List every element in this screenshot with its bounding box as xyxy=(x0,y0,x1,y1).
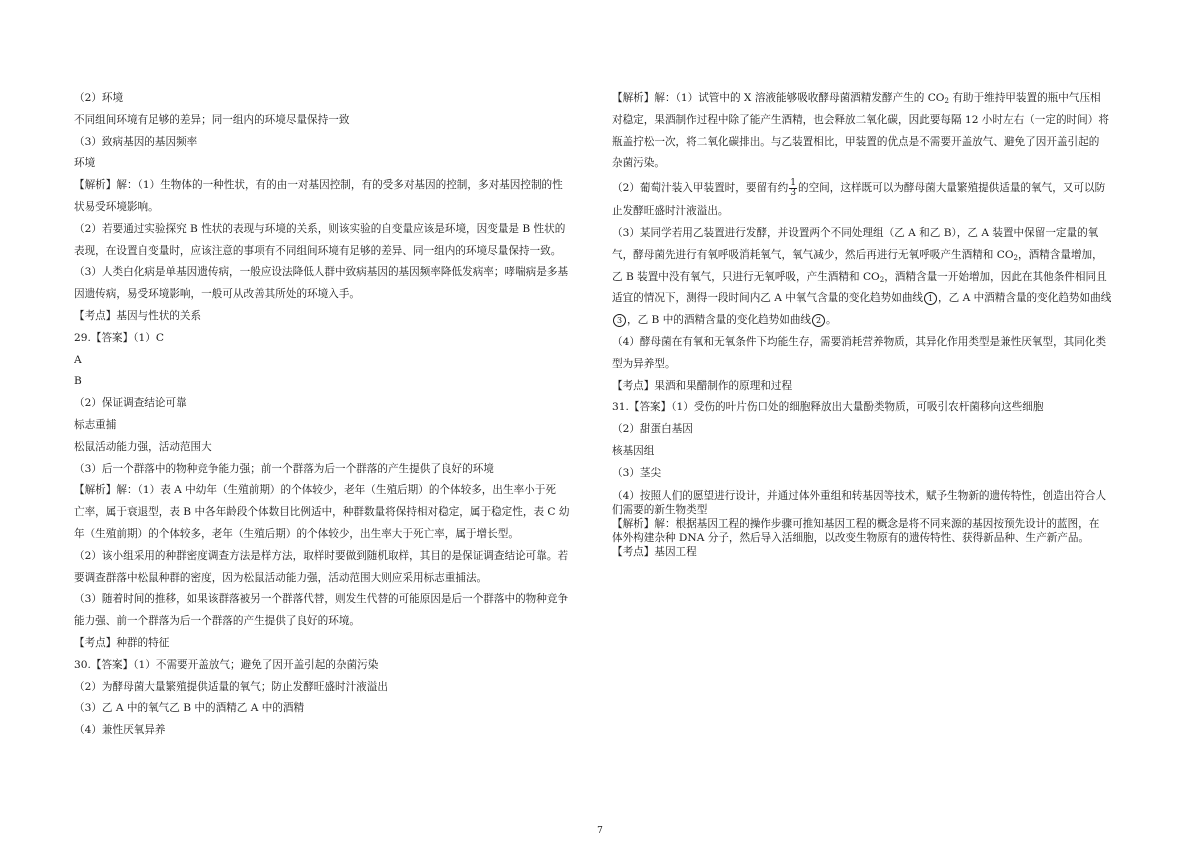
text-line xyxy=(612,310,1122,332)
text-line: 对稳定，果酒制作过程中除了能产生酒精，也会释放二氧化碳，因此要每隔 12 小时左右（一定的时间）将 xyxy=(612,113,1109,126)
subscript: 2 xyxy=(944,97,949,105)
text-line xyxy=(612,267,1122,289)
text-line: B xyxy=(74,375,82,388)
text-line: （3）乙 A 中的氧气乙 B 中的酒精乙 A 中的酒精 xyxy=(74,702,305,715)
text-line: 【考点】种群的特征 xyxy=(74,636,170,649)
text-line: A xyxy=(74,353,82,366)
text-span: ，乙 B 中的酒精含量的变化趋势如曲线 xyxy=(627,314,812,327)
text-line: 体外构建杂种 DNA 分子，然后导入活细胞，以改变生物原有的遗传特性、获得新品种、生产新产品。 xyxy=(612,532,1090,545)
text-line: 【解析】解：（1）生物体的一种性状，有的由一对基因控制，有的受多对基因的控制，多对基因控制的性 xyxy=(74,179,563,192)
text-line: 环境 xyxy=(74,157,96,170)
circled-number: 3 xyxy=(613,314,626,327)
right-column xyxy=(612,88,1122,559)
text-line: 们需要的新生物类型 xyxy=(612,503,708,516)
text-line: 31.【答案】（1）受伤的叶片伤口处的细胞释放出大量酚类物质，可吸引农杆菌移向这些细胞 xyxy=(612,401,1044,414)
page-number: 7 xyxy=(597,826,603,836)
text-line: 不同组间环境有足够的差异；同一组内的环境尽量保持一致 xyxy=(74,113,350,126)
text-line: （3）随着时间的推移，如果该群落被另一个群落代替，则发生代替的可能原因是后一个群落中的物种竞争 xyxy=(74,593,569,606)
fraction-numerator: 1 xyxy=(790,177,796,188)
text-line: 标志重捕 xyxy=(74,418,117,431)
text-span: ，酒精含量一开始增加，因此在其他条件相同且 xyxy=(884,270,1107,283)
text-line: 【考点】基因与性状的关系 xyxy=(74,309,202,322)
text-line xyxy=(612,175,1122,201)
text-line: （2）该小组采用的种群密度调查方法是样方法，取样时要做到随机取样，其目的是保证调查结论可靠。若 xyxy=(74,549,569,562)
circled-number: 2 xyxy=(812,314,825,327)
text-line: （2）保证调查结论可靠 xyxy=(74,397,187,410)
text-span: （2）葡萄汁装入甲装置时，要留有约 xyxy=(612,182,789,195)
text-line: 要调查群落中松鼠种群的密度，因为松鼠活动能力强，活动范围大则应采用标志重捕法。 xyxy=(74,571,488,584)
text-line: 型为异养型。 xyxy=(612,357,676,370)
text-line: （4）兼性厌氧异养 xyxy=(74,724,166,737)
left-column xyxy=(74,88,584,742)
fraction xyxy=(789,179,797,198)
text-line xyxy=(612,245,1122,267)
subscript: 2 xyxy=(879,275,885,284)
text-line: （4）按照人们的愿望进行设计，并通过体外重组和转基因等技术，赋予生物新的遗传特性，创造出符合人 xyxy=(612,489,1107,502)
circled-number: 1 xyxy=(924,292,937,305)
text-line: 30.【答案】（1）不需要开盖放气；避免了因开盖引起的杂菌污染 xyxy=(74,658,379,671)
text-line: 松鼠活动能力强，活动范围大 xyxy=(74,440,212,453)
text-line: 亡率，属于衰退型，表 B 中各年龄段个体数目比例适中，种群数量将保持相对稳定，属于稳定性，表 C 幼 xyxy=(74,506,570,519)
text-span: 【解析】解：（1）试管中的 X 溶液能够吸收酵母菌酒精发酵产生的 CO xyxy=(612,92,945,104)
text-line: （2）环境 xyxy=(74,92,124,104)
text-line: 止发酵旺盛时汁液溢出。 xyxy=(612,205,729,218)
fraction-denominator: 3 xyxy=(790,187,796,198)
text-line: 杂菌污染。 xyxy=(612,157,665,170)
text-line: 【考点】果酒和果醋制作的原理和过程 xyxy=(612,379,793,392)
text-line xyxy=(612,88,1122,110)
subscript: 2 xyxy=(1013,253,1018,262)
text-line: 因遗传病，易受环境影响，一般可从改善其所处的环境入手。 xyxy=(74,288,361,301)
text-line: 【解析】解：根据基因工程的操作步骤可推知基因工程的概念是将不同来源的基因按预先设计的蓝图，在 xyxy=(612,517,1100,530)
text-span: ，酒精含量增加， xyxy=(1018,248,1103,261)
text-line: 瓶盖拧松一次，将二氧化碳排出。与乙装置相比，甲装置的优点是不需要开盖放气、避免了因开盖引起的 xyxy=(612,135,1100,148)
text-line: （2）为酵母菌大量繁殖提供适量的氧气；防止发酵旺盛时汁液溢出 xyxy=(74,680,388,693)
text-line: 状易受环境影响。 xyxy=(74,200,159,213)
text-line: （2）若要通过实验探究 B 性状的表现与环境的关系，则该实验的自变量应该是环境，因变量是 B 性状的 xyxy=(74,222,566,235)
dense-block xyxy=(612,489,1122,560)
text-line xyxy=(612,288,1122,310)
text-span: 适宜的情况下，测得一段时间内乙 A 中氧气含量的变化趋势如曲线 xyxy=(612,292,924,305)
text-line: 年（生殖前期）的个体较多，老年（生殖后期）的个体较少，出生率大于死亡率，属于增长型。 xyxy=(74,527,519,540)
text-line: 【考点】基因工程 xyxy=(612,546,697,559)
text-line: （2）甜蛋白基因 xyxy=(612,423,693,436)
text-line: 表现，在设置自变量时，应该注意的事项有不同组间环境有足够的差异、同一组内的环境尽量保持一致。 xyxy=(74,244,562,257)
text-line: （3）茎尖 xyxy=(612,466,662,479)
text-line: （4）酵母菌在有氧和无氧条件下均能生存，需要消耗营养物质，其异化作用类型是兼性厌氧型，其同化类 xyxy=(612,335,1107,348)
text-span: ，乙 A 中酒精含量的变化趋势如曲线 xyxy=(938,292,1112,305)
text-line: （3）致病基因的基因频率 xyxy=(74,135,198,148)
text-span: 的空间，这样既可以为酵母菌大量繁殖提供适量的氧气，又可以防 xyxy=(797,182,1106,195)
text-span: 气，酵母菌先进行有氧呼吸消耗氧气，氧气减少，然后再进行无氧呼吸产生酒精和 CO xyxy=(612,248,1014,261)
text-line: 能力强、前一个群落为后一个群落的产生提供了良好的环境。 xyxy=(74,615,361,628)
text-span: 。 xyxy=(826,314,837,327)
text-line: 核基因组 xyxy=(612,444,655,457)
text-line: （3）后一个群落中的物种竞争能力强；前一个群落为后一个群落的产生提供了良好的环境 xyxy=(74,462,494,475)
text-span: 有助于维持甲装置的瓶中气压相 xyxy=(948,92,1101,104)
text-span: 乙 B 装置中没有氧气，只进行无氧呼吸，产生酒精和 CO xyxy=(612,270,880,283)
text-line: 29.【答案】（1）C xyxy=(74,331,164,344)
text-line: 【解析】解：（1）表 A 中幼年（生殖前期）的个体较少，老年（生殖后期）的个体较多，出生率小于死 xyxy=(74,484,556,497)
text-line: （3）某同学若用乙装置进行发酵，并设置两个不同处理组（乙 A 和乙 B），乙 A 装置中保留一定量的氧 xyxy=(612,226,1099,239)
text-line: （3）人类白化病是单基因遗传病，一般应设法降低人群中致病基因的基因频率降低发病率；哮喘病是多基 xyxy=(74,266,569,279)
